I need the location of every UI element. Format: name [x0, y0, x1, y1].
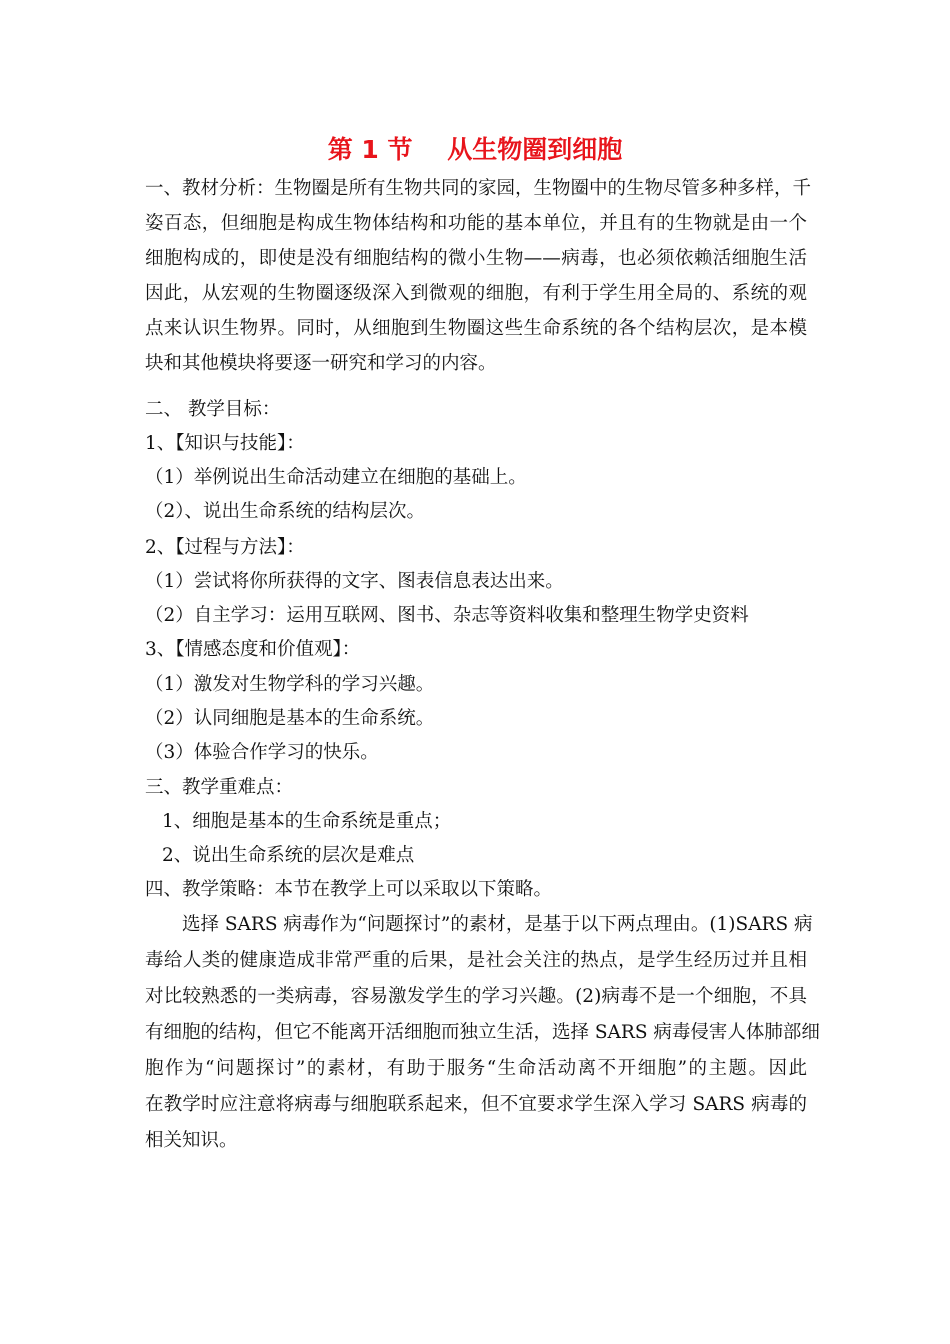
strategy-line: 在教学时应注意将病毒与细胞联系起来，但不宜要求学生深入学习 SARS 病毒的 [145, 1094, 807, 1115]
goal3-item: （2）认同细胞是基本的生命系统。 [145, 708, 435, 729]
analysis-line: 姿百态，但细胞是构成生物体结构和功能的基本单位，并且有的生物就是由一个 [145, 213, 807, 234]
strategy-line: 选择 SARS 病毒作为“问题探讨”的素材，是基于以下两点理由。(1)SARS 病 [182, 914, 813, 935]
goal3-heading: 3、【情感态度和价值观】： [145, 639, 361, 660]
goal2-heading: 2、【过程与方法】： [145, 537, 305, 558]
strategy-line: 对比较熟悉的一类病毒，容易激发学生的学习兴趣。(2)病毒不是一个细胞，不具 [145, 986, 807, 1007]
analysis-line: 点来认识生物界。同时，从细胞到生物圈这些生命系统的各个结构层次，是本模 [145, 318, 807, 339]
goal3-item: （1）激发对生物学科的学习兴趣。 [145, 674, 435, 695]
page-title: 第 1 节 从生物圈到细胞 [327, 135, 623, 164]
strategy-heading: 四、教学策略：本节在教学上可以采取以下策略。 [145, 879, 553, 900]
strategy-line: 毒给人类的健康造成非常严重的后果，是社会关注的热点，是学生经历过并且相 [145, 950, 807, 971]
strategy-line: 胞作为“问题探讨”的素材，有助于服务“生命活动离不开细胞”的主题。因此 [145, 1058, 807, 1079]
strategy-line: 有细胞的结构，但它不能离开活细胞而独立生活，选择 SARS 病毒侵害人体肺部细 [145, 1022, 820, 1043]
key-heading: 三、教学重难点： [145, 777, 294, 798]
analysis-line: 块和其他模块将要逐一研究和学习的内容。 [145, 353, 497, 374]
analysis-line: 一、教材分析：生物圈是所有生物共同的家园，生物圈中的生物尽管多种多样，千 [145, 178, 812, 199]
goal2-item: （1）尝试将你所获得的文字、图表信息表达出来。 [145, 571, 564, 592]
goal1-item: （1）举例说出生命活动建立在细胞的基础上。 [145, 467, 527, 488]
analysis-line: 因此，从宏观的生物圈逐级深入到微观的细胞，有利于学生用全局的、系统的观 [145, 283, 807, 304]
analysis-line: 细胞构成的，即使是没有细胞结构的微小生物——病毒，也必须依赖活细胞生活 [145, 248, 807, 269]
goals-heading: 二、 教学目标： [145, 399, 281, 420]
goal3-item: （3）体验合作学习的快乐。 [145, 742, 379, 763]
goal1-heading: 1、【知识与技能】： [145, 433, 305, 454]
key-item: 2、说出生命系统的层次是难点 [162, 845, 415, 866]
goal1-item: （2）、说出生命系统的结构层次。 [145, 501, 426, 522]
goal2-item: （2）自主学习：运用互联网、图书、杂志等资料收集和整理生物学史资料 [145, 605, 749, 626]
key-item: 1、细胞是基本的生命系统是重点； [162, 811, 452, 832]
strategy-line: 相关知识。 [145, 1130, 238, 1151]
